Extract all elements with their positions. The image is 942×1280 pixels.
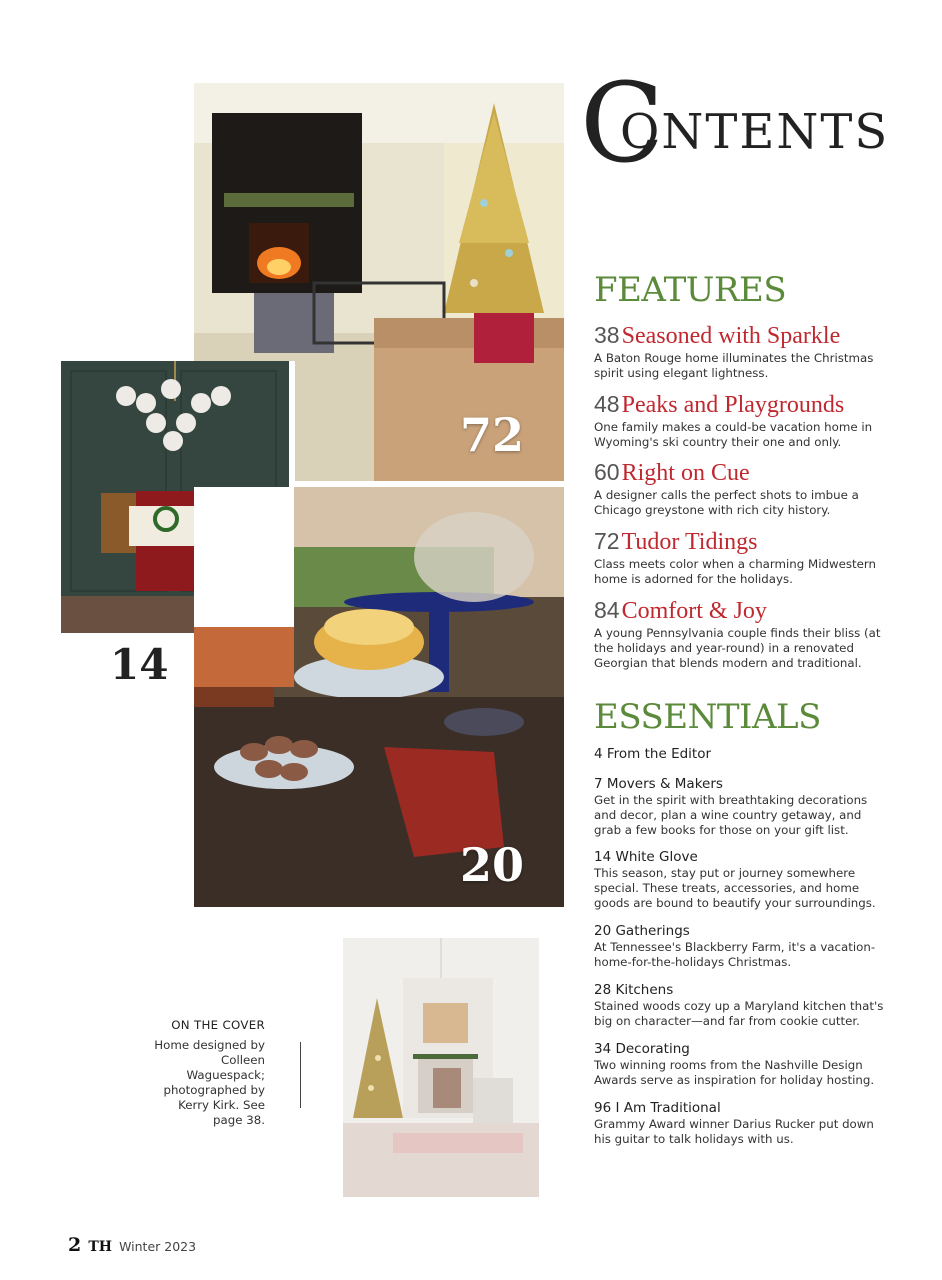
- feature-page-number: 60: [594, 459, 620, 485]
- essential-description: Get in the spirit with breathtaking decorations and decor, plan a wine country getaway, and grab a few books for those on your gift list.: [594, 793, 868, 837]
- feature-page-number: 38: [594, 322, 620, 348]
- essential-title: 4 From the Editor: [594, 746, 712, 762]
- feature-item[interactable]: [594, 459, 884, 518]
- essential-item[interactable]: [594, 849, 884, 911]
- feature-item[interactable]: [594, 391, 884, 450]
- essential-title: 7 Movers & Makers: [594, 776, 723, 792]
- folio-page-number: 2: [68, 1234, 82, 1256]
- essential-item[interactable]: [594, 746, 884, 763]
- essential-title: 34 Decorating: [594, 1041, 690, 1057]
- essential-item[interactable]: [594, 923, 884, 970]
- feature-item[interactable]: [594, 322, 884, 381]
- essential-description: Stained woods cozy up a Maryland kitchen that's big on character—and far from cookie cutter.: [594, 999, 884, 1028]
- feature-title: Right on Cue: [621, 460, 750, 486]
- feature-item[interactable]: [594, 528, 884, 587]
- feature-page-number: 84: [594, 597, 620, 623]
- essentials-heading: ESSENTIALS: [594, 697, 821, 737]
- feature-description: One family makes a could-be vacation home in Wyoming's ski country their one and only.: [594, 420, 873, 449]
- cover-label: ON THE COVER: [171, 1018, 265, 1032]
- essential-item[interactable]: [594, 1100, 884, 1147]
- essential-item[interactable]: [594, 982, 884, 1029]
- masthead-initial: C: [580, 59, 665, 187]
- essential-item[interactable]: [594, 1041, 884, 1088]
- cover-divider: [300, 1042, 301, 1108]
- dessert-table-page-number: 20: [460, 838, 525, 892]
- features-heading: FEATURES: [594, 270, 787, 310]
- feature-title: Peaks and Playgrounds: [621, 392, 845, 418]
- living-room-page-number: 72: [460, 408, 525, 462]
- cover-credit: Home designed by Colleen Waguespack; photographed by Kerry Kirk. See page 38.: [154, 1038, 265, 1127]
- essential-description: At Tennessee's Blackberry Farm, it's a vacation-home-for-the-holidays Christmas.: [594, 940, 876, 969]
- essential-description: Two winning rooms from the Nashville Design Awards serve as inspiration for holiday hosting.: [594, 1058, 875, 1087]
- essential-item[interactable]: [594, 776, 884, 838]
- feature-page-number: 48: [594, 391, 620, 417]
- cover-photo: [343, 938, 539, 1197]
- masthead-title: ONTENTS: [620, 104, 890, 160]
- essential-description: Grammy Award winner Darius Rucker put down his guitar to talk holidays with us.: [594, 1117, 874, 1146]
- feature-title: Tudor Tidings: [621, 529, 758, 555]
- feature-page-number: 72: [594, 528, 620, 554]
- feature-title: Comfort & Joy: [621, 598, 767, 624]
- essential-description: This season, stay put or journey somewhere special. These treats, accessories, and home goods are bound to beautify your surroundings.: [594, 866, 876, 910]
- page-folio: [68, 1234, 196, 1256]
- feature-description: Class meets color when a charming Midwestern home is adorned for the holidays.: [594, 557, 877, 586]
- folio-magazine: TH: [88, 1239, 112, 1255]
- feature-description: A Baton Rouge home illuminates the Christmas spirit using elegant lightness.: [594, 351, 874, 380]
- essential-title: 96 I Am Traditional: [594, 1100, 721, 1116]
- feature-description: A designer calls the perfect shots to imbue a Chicago greystone with rich city history.: [594, 488, 859, 517]
- contents-masthead: [580, 59, 890, 187]
- essential-title: 14 White Glove: [594, 849, 698, 865]
- feature-description: A young Pennsylvania couple finds their bliss (at the holidays and year-round) in a renovated Georgian that blends modern and traditional.: [594, 626, 881, 670]
- essential-title: 20 Gatherings: [594, 923, 690, 939]
- feature-item[interactable]: [594, 597, 884, 671]
- feature-title: Seasoned with Sparkle: [621, 323, 841, 349]
- essential-title: 28 Kitchens: [594, 982, 674, 998]
- chair-page-number: 14: [110, 640, 169, 689]
- folio-issue: Winter 2023: [119, 1239, 197, 1254]
